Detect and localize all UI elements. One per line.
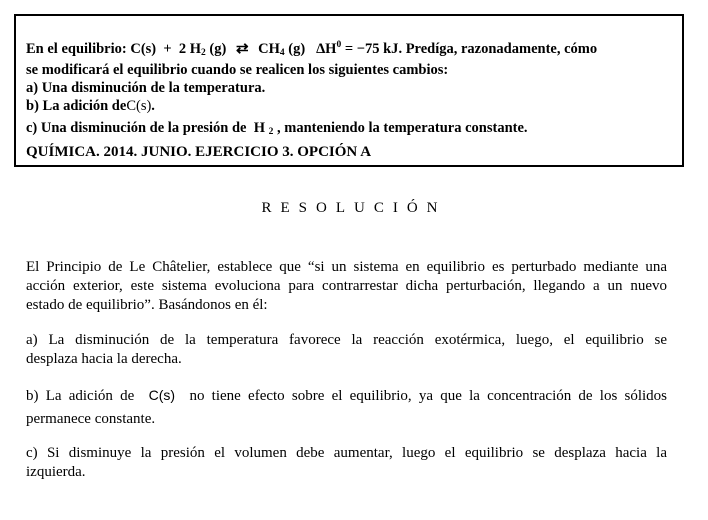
paragraph-c: c) Si disminuye la presión el volumen debe aumentar, luego el equilibrio se desplaza hacia la izquierda.: [26, 445, 667, 480]
question-source: QUÍMICA. 2014. JUNIO. EJERCICIO 3. OPCIÓN A: [26, 144, 372, 160]
equilibrium-arrow-icon: ⇄: [235, 41, 249, 57]
equation: C(s) + 2 $H_2$ (g) ⇄ $CH_4$ (g) $\Delta H^0 = -75$ kJ: [130, 40, 399, 58]
paragraph-intro: El Principio de Le Châtelier, establece que “si un sistema en equilibrio es perturbado mediante una acción exterior, este sistema evoluciona para contrarrestar dicha perturbación, llegando a un nuevo estado de equilibrio”. Basándonos en él:: [26, 259, 667, 313]
question-box: [14, 14, 684, 167]
question-item-a: a) Una disminución de la temperatura.: [26, 80, 266, 96]
paragraph-b: b) La adición de C(s) no tiene efecto sobre el equilibrio, ya que la concentración de los sólidos permanece constante.: [26, 387, 668, 427]
question-line-1: En el equilibrio: C(s) + 2 $H_2$ (g) ⇄ $CH_4$ (g) $\Delta H^0 = -75$ kJ. Predíga, razonadamente, cómo: [26, 40, 598, 58]
question-item-b: b) La adición deC(s).: [26, 98, 155, 114]
question-item-c: c) Una disminución de la presión de H $_2$ , manteniendo la temperatura constante.: [26, 120, 528, 137]
resolution-heading: RESOLUCIÓN: [261, 200, 447, 216]
paragraph-a: a) La disminución de la temperatura favorece la reacción exotérmica, luego, el equilibrio se desplaza hacia la derecha.: [26, 332, 667, 367]
question-line-2: se modificará el equilibrio cuando se realicen los siguientes cambios:: [26, 62, 449, 78]
